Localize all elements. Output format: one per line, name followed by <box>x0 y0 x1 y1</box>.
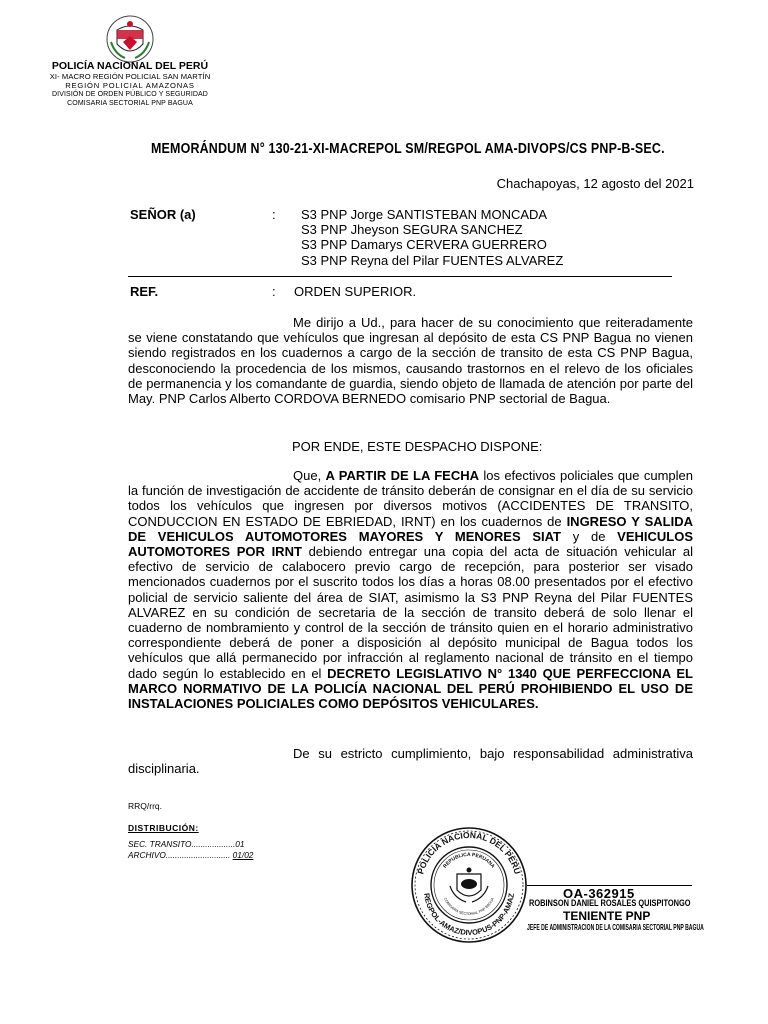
initials: RRQ/rrq. <box>128 801 162 811</box>
svg-text:REGPOL-AMAZ/DIVOPUS-PNP-AMAZ: REGPOL-AMAZ/DIVOPUS-PNP-AMAZ <box>422 892 516 938</box>
region-line: REGIÓN POLICIAL AMAZONAS <box>65 81 195 90</box>
body-paragraph-3: De su estricto cumplimiento, bajo responsabilidad administrativa disciplinaria. <box>128 746 693 777</box>
memo-date: Chachapoyas, 12 agosto del 2021 <box>496 176 694 191</box>
recipient-name: S3 PNP Reyna del Pilar FUENTES ALVAREZ <box>301 253 564 268</box>
institution-name: POLICÍA NACIONAL DEL PERÚ <box>51 60 209 72</box>
officer-code: OA-362915 <box>563 886 635 901</box>
svg-text:POLICIA NACIONAL DEL PERU: POLICIA NACIONAL DEL PERU <box>415 829 523 876</box>
body-paragraph-1: Me dirijo a Ud., para hacer de su conocimiento que reiteradamente se viene constatando que vehículos que ingresan al depósito de esta CS PNP Bagua no vienen siendo registrados en los cuadernos a cargo de la sección de transito de esta CS PNP Bagua, desconociendo la procedencia de los mismos, causando trastornos en el relevo de los oficiales de permanencia y los comandante de guardia, siendo objeto de llamada de atención por parte del May. PNP Carlos Alberto CORDOVA BERNEDO comisario PNP sectorial de Bagua. <box>128 315 693 407</box>
divider <box>128 276 672 277</box>
peru-coat-of-arms-icon <box>105 14 155 64</box>
police-seal-stamp <box>410 826 528 944</box>
officer-role: JEFE DE ADMINISTRACION DE LA COMISARIA SECTORIAL PNP BAGUA <box>527 922 704 932</box>
division-line: DIVISIÓN DE ORDEN PÚBLICO Y SEGURIDAD <box>52 91 208 98</box>
body-paragraph-2: Que, A PARTIR DE LA FECHA los efectivos policiales que cumplen la función de investigación de accidente de tránsito deberán de consignar en el día de su servicio todos los vehículos que ingresen por diversos motivos (ACCIDENTES DE TRANSITO, CONDUCCION EN ESTADO DE EBRIEDAD, IRNT) en los cuadernos de INGRESO Y SALIDA DE VEHICULOS AUTOMOTORES MAYORES Y MENORES SIAT y de VEHICULOS AUTOMOTORES POR IRNT debiendo entregar una copia del acta de situación vehicular al efectivo de servicio de calabocero previo cargo de recepción, para posterior ser visado mencionados cuadernos por el suscrito todos los días a horas 08.00 presentados por el efectivo policial de servicio saliente del área de SIAT, asimismo la S3 PNP Reyna del Pilar FUENTES ALVAREZ en su condición de secretaria de la sección de transito deberá de solo llenar el cuaderno de nombramiento y control de la sección de tránsito quien en el horario administrativo correspondiente deberá de poner a disposición al depósito municipal de Bagua todos los vehículos que allá permanecido por infracción al reglamento nacional de tránsito en el tiempo dado según lo establecido en el DECRETO LEGISLATIVO N° 1340 QUE PERFECCIONA EL MARCO NORMATIVO DE LA POLICÍA NACIONAL DEL PERÚ PROHIBIENDO EL USO DE INSTALACIONES POLICIALES COMO DEPÓSITOS VEHICULARES. <box>128 468 694 712</box>
recipient-label: SEÑOR (a) <box>130 207 196 222</box>
distribution-label: DISTRIBUCIÓN: <box>128 823 199 833</box>
distribution-item: ARCHIVO............................ 01/02 <box>128 850 254 860</box>
recipient-colon: : <box>272 207 276 222</box>
officer-name: ROBINSON DANIEL ROSALES QUISPITONGO <box>529 898 691 909</box>
reference-label: REF. <box>130 284 159 299</box>
reference-value: ORDEN SUPERIOR. <box>294 284 417 299</box>
memo-title: MEMORÁNDUM N° 130-21-XI-MACREPOL SM/REGPOL AMA-DIVOPS/CS PNP-B-SEC. <box>150 141 665 157</box>
station-line: COMISARIA SECTORIAL PNP BAGUA <box>67 100 193 107</box>
distribution-item: SEC. TRANSITO...................01 <box>128 839 245 849</box>
officer-rank: TENIENTE PNP <box>563 909 651 923</box>
svg-text:REPUBLICA PERUANA: REPUBLICA PERUANA <box>442 851 496 870</box>
svg-text:COMISARIA SECTORIAL PNP BAGUA: COMISARIA SECTORIAL PNP BAGUA <box>443 897 495 917</box>
macro-region-line: XI- MACRO REGIÓN POLICIAL SAN MARTÍN <box>49 72 211 81</box>
recipient-name: S3 PNP Jorge SANTISTEBAN MONCADA <box>301 207 548 222</box>
reference-colon: : <box>272 284 276 299</box>
recipient-name: S3 PNP Damarys CERVERA GUERRERO <box>301 237 547 252</box>
dispone-line: POR ENDE, ESTE DESPACHO DISPONE: <box>292 439 543 454</box>
recipient-name: S3 PNP Jheyson SEGURA SANCHEZ <box>301 222 523 237</box>
